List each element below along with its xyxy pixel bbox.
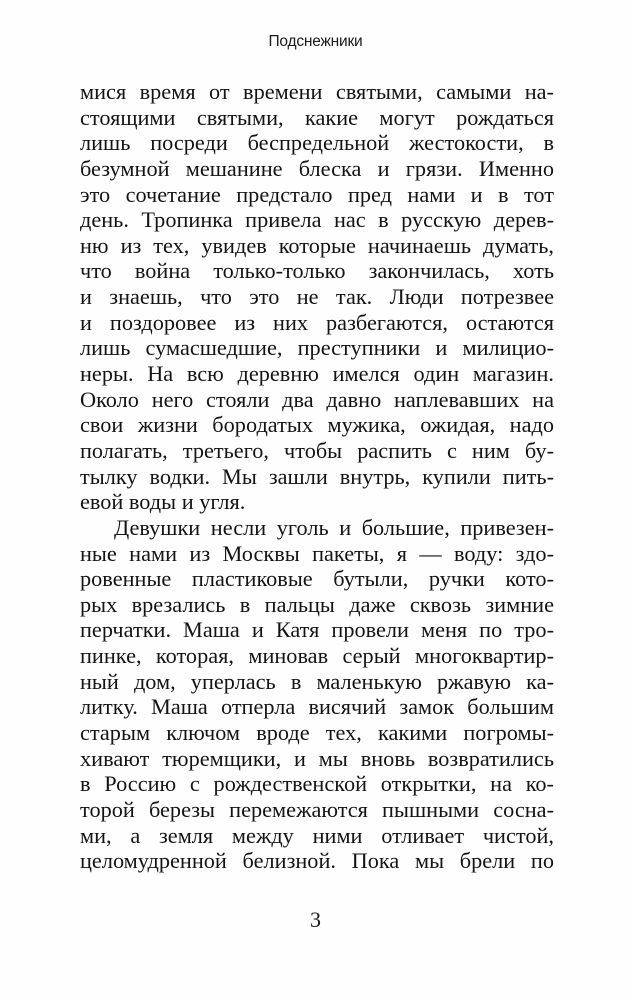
text-line: торой березы перемежаются пышными сосна- [80,796,554,822]
text-line: целомудренной белизной. Пока мы брели по [80,848,554,874]
text-line: рых врезались в пальцы даже сквозь зимние [80,591,554,617]
text-line: день. Тропинка привела нас в русскую дерев- [80,207,554,233]
text-line: ровенные пластиковые бутыли, ручки кото- [80,566,554,592]
text-line: пинке, которая, миновав серый многоквартир- [80,643,554,669]
text-line: Около него стояли два давно наплевавших на [80,386,554,412]
text-line: литку. Маша отперла висячий замок большим [80,694,554,720]
text-line: неры. На всю деревню имелся один магазин. [80,361,554,387]
text-line: перчатки. Маша и Катя провели меня по тро- [80,617,554,643]
paragraph [80,515,554,874]
text-line: лишь посреди беспредельной жестокости, в [80,130,554,156]
body-text [80,79,554,874]
text-line: лишь сумасшедшие, преступники и милицио- [80,335,554,361]
text-line: евой воды и угля. [80,489,246,515]
text-line: в Россию с рождественской открытки, на ко- [80,771,554,797]
page-number: 3 [310,907,321,932]
text-line: ню из тех, увидев которые начинаешь думать, [80,232,554,258]
text-line: и знаешь, что это не так. Люди потрезвее [80,284,554,310]
text-line: хивают тюремщики, и мы вновь возвратились [80,745,554,771]
text-line: старым ключом вроде тех, какими погромы- [80,720,554,746]
running-head: Подснежники [268,33,363,50]
text-line: мися время от времени святыми, самыми на- [80,79,554,104]
text-line: полагать, третьего, чтобы распить с ним бу- [80,437,554,463]
text-line: ми, а земля между ними отливает чистой, [80,822,554,848]
text-line: ный дом, уперлась в маленькую ржавую ка- [80,668,554,694]
text-line: что война только-только закончилась, хоть [80,258,554,284]
paragraph [80,79,554,515]
text-line: стоящими святыми, какие могут рождаться [80,104,554,130]
text-line: это сочетание предстало пред нами и в тот [80,181,554,207]
text-line: Девушки несли уголь и большие, привезен- [114,514,554,540]
text-line: безумной мешанине блеска и грязи. Именно [80,155,554,181]
text-line: свои жизни бородатых мужика, ожидая, надо [80,412,554,438]
text-line: тылку водки. Мы зашли внутрь, купили пить- [80,463,554,489]
text-line: ные нами из Москвы пакеты, я — воду: здо- [80,540,554,566]
text-line: и поздоровее из них разбегаются, остаются [80,309,554,335]
